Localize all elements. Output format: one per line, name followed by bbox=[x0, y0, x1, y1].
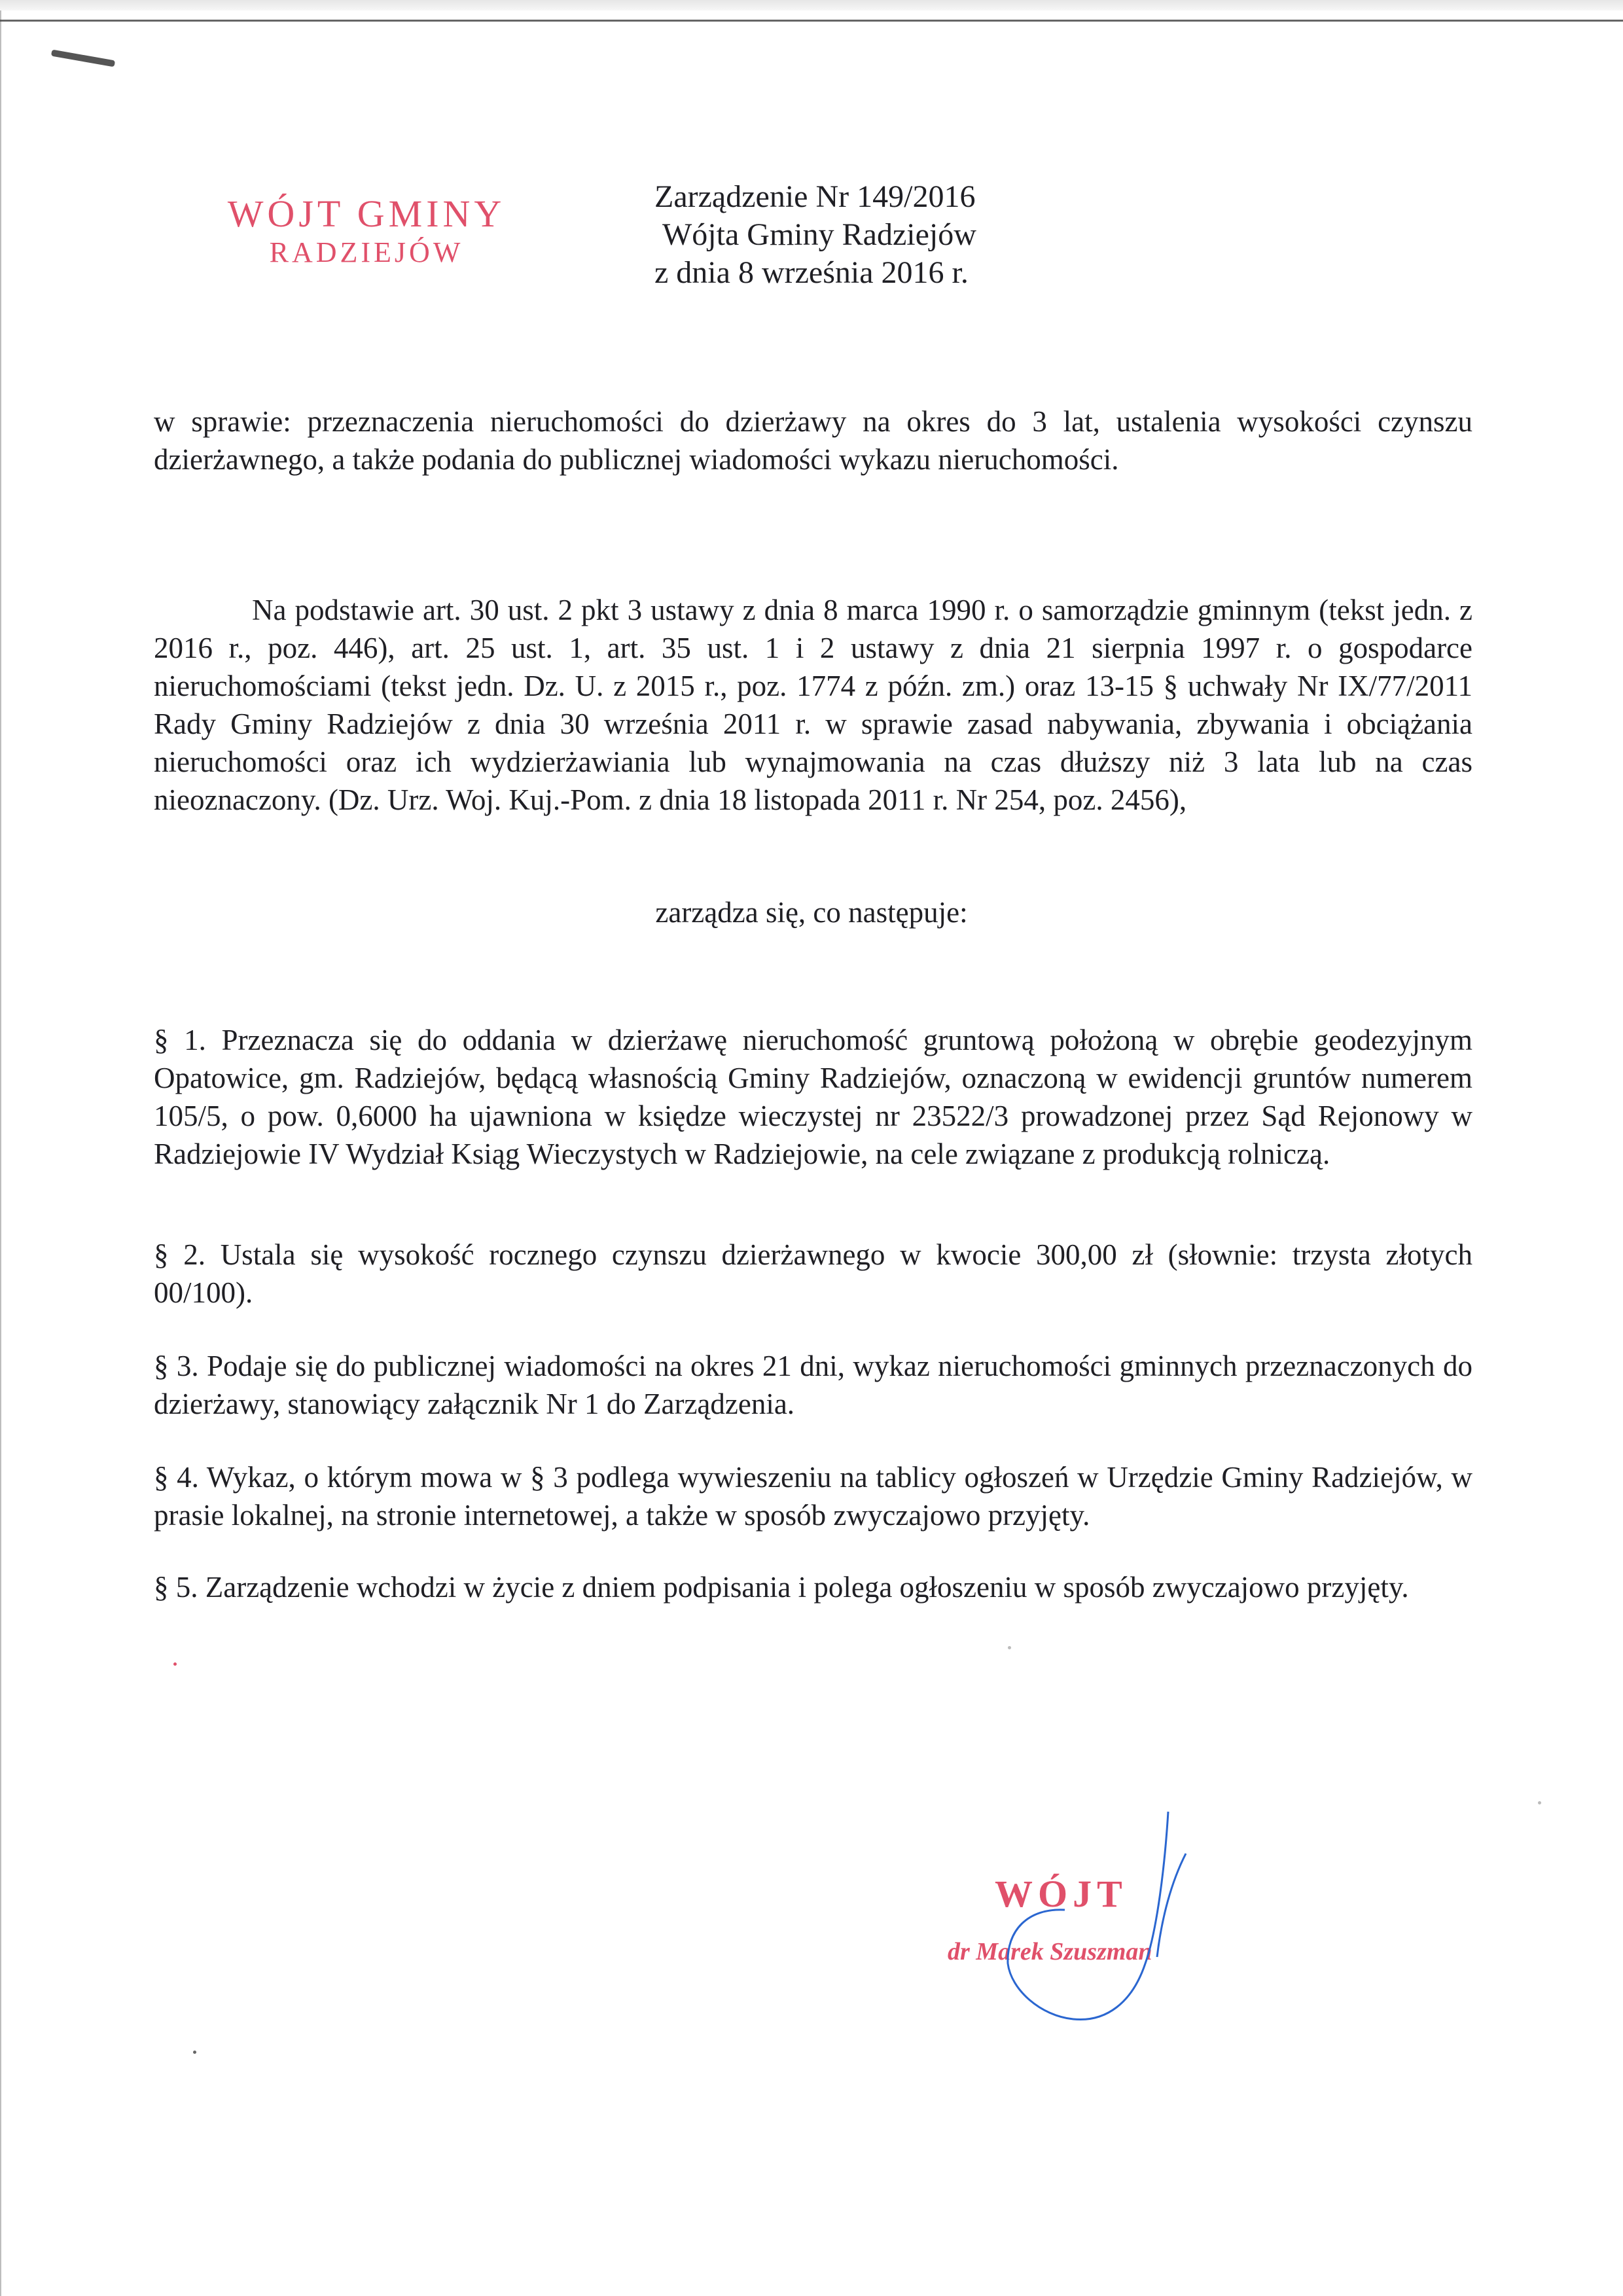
subject-paragraph: w sprawie: przeznaczenia nieruchomości do dzierżawy na okres do 3 lat, ustalenia wysokości czynszu dzierżawnego, a także podania do publicznej wiadomości wykazu nieruchomości. bbox=[154, 405, 1472, 476]
paragraph-3: § 3. Podaje się do publicznej wiadomości na okres 21 dni, wykaz nieruchomości gminnych przeznaczonych do dzierżawy, stanowiący załącznik Nr 1 do Zarządzenia. bbox=[154, 1350, 1472, 1420]
paragraph-4: § 4. Wykaz, o którym mowa w § 3 podlega wywieszeniu na tablicy ogłoszeń w Urzędzie Gminy Radziejów, w prasie lokalnej, na stronie internetowej, a także w sposób zwyczajowo przyjęty. bbox=[154, 1461, 1472, 1532]
header-stamp-line2: RADZIEJÓW bbox=[269, 236, 464, 268]
header-stamp-line1: WÓJT GMINY bbox=[227, 192, 506, 235]
signature-stamp-title: WÓJT bbox=[995, 1873, 1128, 1915]
document-heading bbox=[654, 178, 976, 292]
scan-line bbox=[0, 20, 1623, 22]
heading-title: Zarządzenie Nr 149/2016 bbox=[654, 179, 976, 214]
scan-speck bbox=[173, 1662, 177, 1666]
scan-edge bbox=[0, 0, 1, 2296]
scan-speck bbox=[1008, 1646, 1011, 1649]
scan-band bbox=[0, 0, 1623, 10]
scan-speck bbox=[1538, 1801, 1541, 1804]
orders-line: zarządza się, co następuje: bbox=[655, 896, 968, 929]
signature-stroke-1 bbox=[1008, 1812, 1168, 2020]
signature-stamp-name: dr Marek Szuszman bbox=[948, 1938, 1152, 1965]
paragraph-1: § 1. Przeznacza się do oddania w dzierżawę nieruchomość gruntową położoną w obrębie geodezyjnym Opatowice, gm. Radziejów, będącą własnością Gminy Radziejów, oznaczoną w ewidencji gruntów numerem 105/5, o pow. 0,6000 ha ujawniona w księdze wieczystej nr 23522/3 prowadzonej przez Sąd Rejonowy w Radziejowie IV Wydział Ksiąg Wieczystych w Radziejowie, na cele związane z produkcją rolniczą. bbox=[154, 1024, 1472, 1170]
signature-stroke-2 bbox=[1157, 1854, 1186, 1957]
legal-basis-paragraph: Na podstawie art. 30 ust. 2 pkt 3 ustawy z dnia 8 marca 1990 r. o samorządzie gminnym (tekst jedn. z 2016 r., poz. 446), art. 25 ust. 1, art. 35 ust. 1 i 2 ustawy z dnia 21 sierpnia 1997 r. o gospodarce nieruchomościami (tekst jedn. Dz. U. z 2015 r., poz. 1774 z późn. zm.) oraz 13-15 § uchwały Nr IX/77/2011 Rady Gminy Radziejów z dnia 30 września 2011 r. w sprawie zasad nabywania, zbywania i obciążania nieruchomości oraz ich wydzierżawiania lub wynajmowania na czas dłuższy niż 3 lata lub na czas nieoznaczony. (Dz. Urz. Woj. Kuj.-Pom. z dnia 18 listopada 2011 r. Nr 254, poz. 2456), bbox=[154, 594, 1472, 816]
staple-mark bbox=[51, 50, 115, 67]
scan-artifact-top bbox=[0, 0, 1623, 26]
header-stamp bbox=[196, 193, 537, 270]
heading-issuer: Wójta Gminy Radziejów bbox=[662, 217, 976, 252]
paragraph-2: § 2. Ustala się wysokość rocznego czynszu dzierżawnego w kwocie 300,00 zł (słownie: trzysta złotych 00/100). bbox=[154, 1238, 1472, 1309]
heading-date: z dnia 8 września 2016 r. bbox=[654, 255, 969, 290]
scan-speck bbox=[193, 2051, 196, 2054]
handwritten-signature bbox=[883, 1767, 1276, 2042]
paragraph-5: § 5. Zarządzenie wchodzi w życie z dniem podpisania i polega ogłoszeniu w sposób zwyczajowo przyjęty. bbox=[154, 1571, 1409, 1604]
